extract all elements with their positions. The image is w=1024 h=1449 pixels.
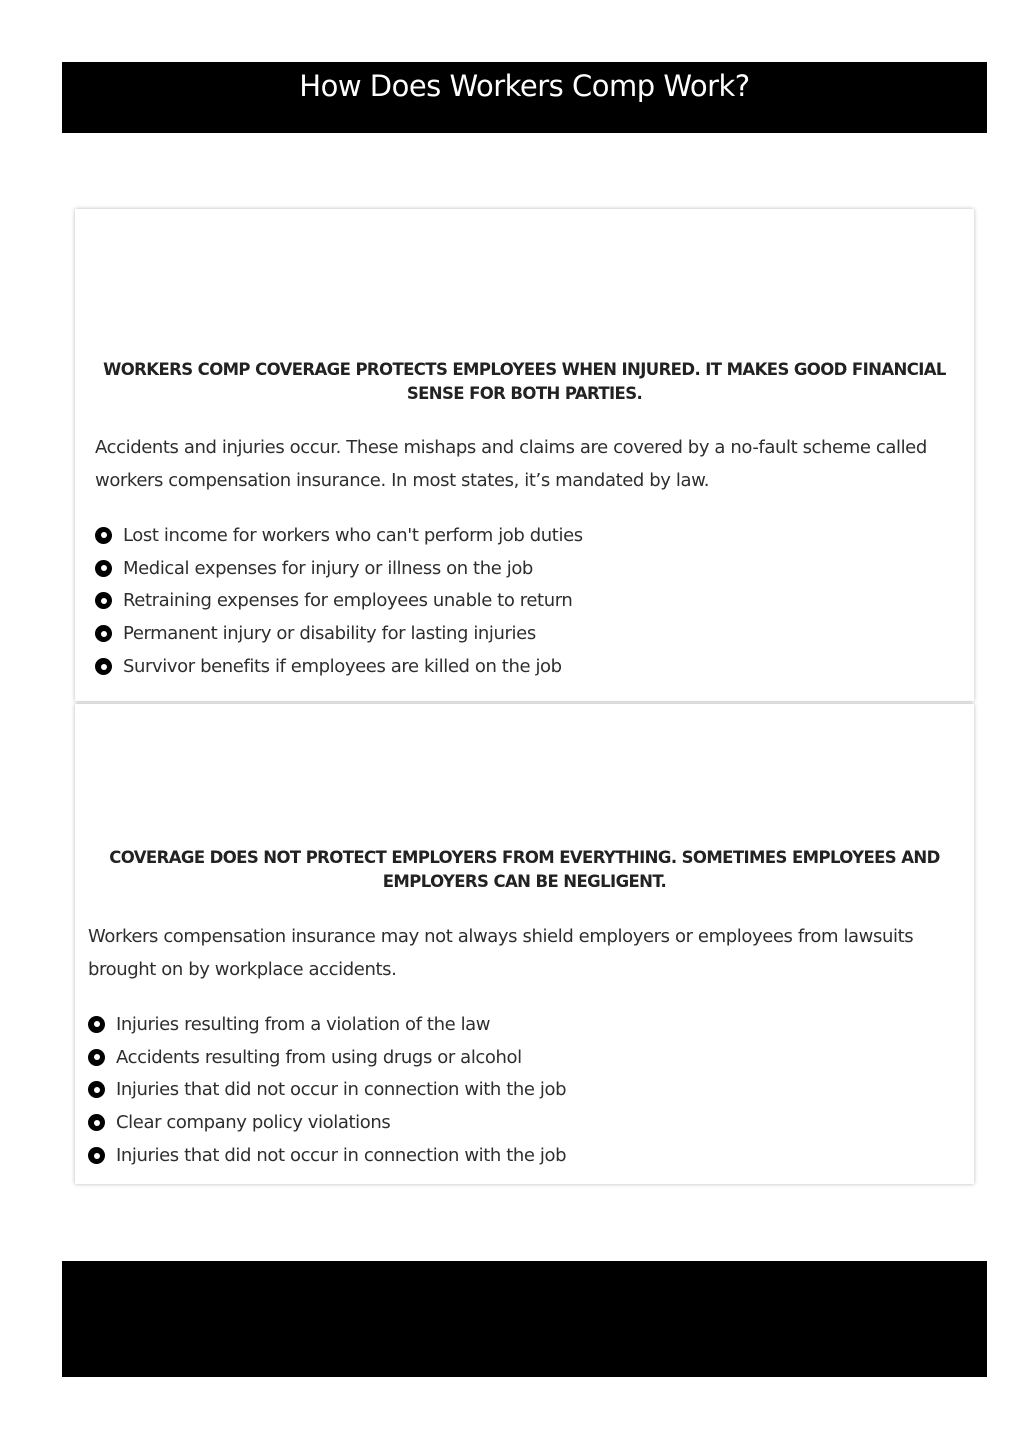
list-item-text: Injuries that did not occur in connection with the job	[116, 1079, 567, 1101]
list-item	[95, 650, 583, 683]
list-item	[95, 552, 583, 585]
list-item-text: Injuries resulting from a violation of the law	[116, 1013, 491, 1035]
list-item	[88, 1041, 566, 1074]
exclusions-heading: COVERAGE DOES NOT PROTECT EMPLOYERS FROM EVERYTHING. SOMETIMES EMPLOYEES AND EMPLOYERS CAN BE NEGLIGENT.	[109, 848, 940, 891]
coverage-heading: WORKERS COMP COVERAGE PROTECTS EMPLOYEES WHEN INJURED. IT MAKES GOOD FINANCIAL SENSE FOR BOTH PARTIES.	[103, 360, 946, 403]
exclusions-card	[75, 704, 974, 1184]
exclusions-intro: Workers compensation insurance may not always shield employers or employees from lawsuits brought on by workplace accidents.	[88, 926, 914, 980]
list-item-text: Accidents resulting from using drugs or alcohol	[116, 1046, 522, 1068]
list-item-text: Clear company policy violations	[116, 1112, 391, 1134]
list-item	[88, 1008, 566, 1041]
list-item-text: Injuries that did not occur in connection with the job	[116, 1145, 567, 1167]
coverage-list	[95, 519, 583, 683]
page-footer	[62, 1261, 987, 1377]
circle-dot-icon	[88, 1016, 105, 1033]
page-title: How Does Workers Comp Work?	[299, 69, 750, 103]
circle-dot-icon	[88, 1081, 105, 1098]
circle-dot-icon	[95, 592, 112, 609]
list-item-text: Lost income for workers who can't perform job duties	[123, 524, 583, 546]
page-header	[62, 62, 987, 133]
list-item-text: Retraining expenses for employees unable to return	[123, 590, 573, 612]
list-item	[95, 617, 583, 650]
list-item	[88, 1106, 566, 1139]
circle-dot-icon	[95, 560, 112, 577]
circle-dot-icon	[95, 527, 112, 544]
circle-dot-icon	[95, 658, 112, 675]
circle-dot-icon	[95, 625, 112, 642]
list-item	[88, 1074, 566, 1107]
circle-dot-icon	[88, 1114, 105, 1131]
list-item-text: Permanent injury or disability for lasting injuries	[123, 623, 536, 645]
list-item	[95, 585, 583, 618]
list-item-text: Medical expenses for injury or illness on the job	[123, 557, 533, 579]
list-item	[88, 1139, 566, 1172]
list-item	[95, 519, 583, 552]
coverage-intro: Accidents and injuries occur. These mishaps and claims are covered by a no-fault scheme called workers compensation insurance. In most states, it’s mandated by law.	[95, 437, 927, 491]
circle-dot-icon	[88, 1049, 105, 1066]
coverage-card	[75, 209, 974, 701]
exclusions-list	[88, 1008, 566, 1172]
list-item-text: Survivor benefits if employees are killed on the job	[123, 656, 562, 678]
circle-dot-icon	[88, 1147, 105, 1164]
